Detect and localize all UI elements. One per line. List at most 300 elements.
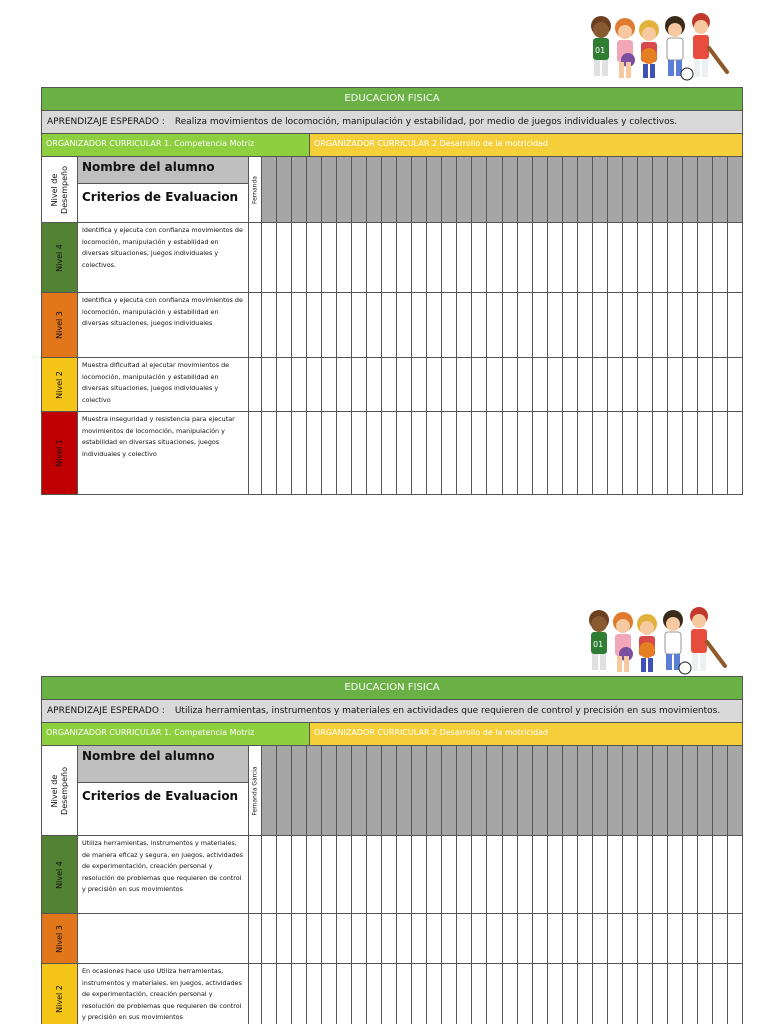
score-cell[interactable] — [262, 964, 277, 1024]
score-cell[interactable] — [668, 964, 683, 1024]
student-slot[interactable] — [563, 157, 578, 222]
score-cell[interactable] — [593, 836, 608, 913]
score-cell[interactable] — [563, 293, 578, 357]
score-cell[interactable] — [653, 412, 668, 494]
student-slot[interactable] — [518, 746, 533, 835]
score-cell[interactable] — [277, 223, 292, 292]
score-cell[interactable] — [292, 223, 307, 292]
score-cell[interactable] — [307, 964, 322, 1024]
student-slot[interactable] — [427, 746, 442, 835]
score-cell[interactable] — [683, 223, 698, 292]
score-cell[interactable] — [367, 223, 382, 292]
score-cell[interactable] — [623, 412, 638, 494]
score-cell[interactable] — [548, 836, 563, 913]
score-cell[interactable] — [249, 293, 262, 357]
score-cell[interactable] — [412, 964, 427, 1024]
score-cell[interactable] — [668, 412, 683, 494]
score-cell[interactable] — [457, 914, 472, 963]
score-cell[interactable] — [292, 293, 307, 357]
score-cell[interactable] — [593, 412, 608, 494]
score-cell[interactable] — [322, 293, 337, 357]
student-name-cell[interactable]: Fernanda — [249, 157, 262, 222]
score-cell[interactable] — [668, 223, 683, 292]
score-cell[interactable] — [593, 914, 608, 963]
score-cell[interactable] — [397, 358, 412, 411]
score-cell[interactable] — [262, 358, 277, 411]
score-cell[interactable] — [518, 914, 533, 963]
student-slot[interactable] — [397, 157, 412, 222]
score-cell[interactable] — [412, 914, 427, 963]
score-cell[interactable] — [623, 914, 638, 963]
score-cell[interactable] — [548, 964, 563, 1024]
score-cell[interactable] — [518, 836, 533, 913]
score-cell[interactable] — [292, 836, 307, 913]
score-cell[interactable] — [322, 412, 337, 494]
score-cell[interactable] — [322, 836, 337, 913]
score-cell[interactable] — [548, 293, 563, 357]
score-cell[interactable] — [533, 358, 548, 411]
score-cell[interactable] — [487, 223, 502, 292]
score-cell[interactable] — [322, 223, 337, 292]
score-cell[interactable] — [533, 964, 548, 1024]
score-cell[interactable] — [578, 293, 593, 357]
score-cell[interactable] — [472, 964, 487, 1024]
student-slot[interactable] — [337, 746, 352, 835]
student-slot[interactable] — [292, 157, 307, 222]
score-cell[interactable] — [367, 293, 382, 357]
score-cell[interactable] — [442, 836, 457, 913]
score-cell[interactable] — [563, 964, 578, 1024]
score-cell[interactable] — [698, 293, 713, 357]
score-cell[interactable] — [412, 836, 427, 913]
score-cell[interactable] — [728, 293, 742, 357]
score-cell[interactable] — [337, 836, 352, 913]
score-cell[interactable] — [472, 412, 487, 494]
student-slot[interactable] — [698, 746, 713, 835]
score-cell[interactable] — [382, 358, 397, 411]
score-cell[interactable] — [503, 358, 518, 411]
student-slot[interactable] — [262, 157, 277, 222]
score-cell[interactable] — [367, 836, 382, 913]
score-cell[interactable] — [578, 223, 593, 292]
student-slot[interactable] — [593, 746, 608, 835]
student-slot[interactable] — [608, 157, 623, 222]
score-cell[interactable] — [249, 964, 262, 1024]
student-slot[interactable] — [412, 157, 427, 222]
student-slot[interactable] — [487, 157, 502, 222]
student-slot[interactable] — [277, 746, 292, 835]
student-slot[interactable] — [683, 746, 698, 835]
score-cell[interactable] — [337, 412, 352, 494]
score-cell[interactable] — [503, 836, 518, 913]
score-cell[interactable] — [427, 964, 442, 1024]
score-cell[interactable] — [593, 358, 608, 411]
score-cell[interactable] — [578, 964, 593, 1024]
score-cell[interactable] — [728, 412, 742, 494]
score-cell[interactable] — [683, 412, 698, 494]
score-cell[interactable] — [487, 412, 502, 494]
score-cell[interactable] — [249, 836, 262, 913]
score-cell[interactable] — [683, 964, 698, 1024]
score-cell[interactable] — [382, 964, 397, 1024]
score-cell[interactable] — [397, 223, 412, 292]
student-slot[interactable] — [292, 746, 307, 835]
student-slot[interactable] — [503, 157, 518, 222]
score-cell[interactable] — [728, 836, 742, 913]
score-cell[interactable] — [653, 964, 668, 1024]
score-cell[interactable] — [533, 836, 548, 913]
score-cell[interactable] — [653, 836, 668, 913]
score-cell[interactable] — [548, 914, 563, 963]
score-cell[interactable] — [638, 412, 653, 494]
score-cell[interactable] — [487, 914, 502, 963]
score-cell[interactable] — [653, 358, 668, 411]
score-cell[interactable] — [337, 358, 352, 411]
score-cell[interactable] — [322, 914, 337, 963]
score-cell[interactable] — [397, 964, 412, 1024]
score-cell[interactable] — [352, 914, 367, 963]
score-cell[interactable] — [367, 964, 382, 1024]
score-cell[interactable] — [623, 223, 638, 292]
score-cell[interactable] — [503, 223, 518, 292]
score-cell[interactable] — [713, 223, 728, 292]
student-slot[interactable] — [593, 157, 608, 222]
score-cell[interactable] — [337, 964, 352, 1024]
score-cell[interactable] — [728, 914, 742, 963]
student-slot[interactable] — [578, 746, 593, 835]
score-cell[interactable] — [668, 914, 683, 963]
score-cell[interactable] — [262, 293, 277, 357]
student-slot[interactable] — [277, 157, 292, 222]
score-cell[interactable] — [638, 358, 653, 411]
student-slot[interactable] — [578, 157, 593, 222]
score-cell[interactable] — [503, 293, 518, 357]
score-cell[interactable] — [608, 412, 623, 494]
score-cell[interactable] — [728, 964, 742, 1024]
student-slot[interactable] — [337, 157, 352, 222]
score-cell[interactable] — [457, 358, 472, 411]
score-cell[interactable] — [307, 293, 322, 357]
student-slot[interactable] — [457, 746, 472, 835]
score-cell[interactable] — [292, 964, 307, 1024]
score-cell[interactable] — [249, 223, 262, 292]
score-cell[interactable] — [277, 293, 292, 357]
score-cell[interactable] — [578, 358, 593, 411]
student-slot[interactable] — [713, 157, 728, 222]
score-cell[interactable] — [367, 412, 382, 494]
score-cell[interactable] — [397, 914, 412, 963]
student-slot[interactable] — [623, 746, 638, 835]
score-cell[interactable] — [352, 223, 367, 292]
score-cell[interactable] — [593, 223, 608, 292]
score-cell[interactable] — [487, 358, 502, 411]
score-cell[interactable] — [533, 293, 548, 357]
score-cell[interactable] — [277, 964, 292, 1024]
score-cell[interactable] — [623, 964, 638, 1024]
score-cell[interactable] — [653, 223, 668, 292]
score-cell[interactable] — [352, 964, 367, 1024]
student-slot[interactable] — [397, 746, 412, 835]
student-slot[interactable] — [367, 746, 382, 835]
aprendizaje-esperado — [42, 111, 742, 134]
score-cell[interactable] — [503, 412, 518, 494]
student-slot[interactable] — [307, 157, 322, 222]
student-slot[interactable] — [713, 746, 728, 835]
student-name-cell[interactable]: Fernanda Gárcia — [249, 746, 262, 835]
score-cell[interactable] — [518, 223, 533, 292]
score-cell[interactable] — [262, 836, 277, 913]
score-cell[interactable] — [457, 293, 472, 357]
score-cell[interactable] — [367, 914, 382, 963]
student-slot[interactable] — [442, 746, 457, 835]
score-cell[interactable] — [472, 914, 487, 963]
score-cell[interactable] — [593, 964, 608, 1024]
score-cell[interactable] — [382, 223, 397, 292]
score-cell[interactable] — [277, 358, 292, 411]
score-cell[interactable] — [262, 412, 277, 494]
score-cell[interactable] — [563, 223, 578, 292]
student-slot[interactable] — [548, 157, 563, 222]
score-cell[interactable] — [683, 836, 698, 913]
score-cell[interactable] — [638, 836, 653, 913]
student-slot[interactable] — [472, 746, 487, 835]
score-cell[interactable] — [503, 914, 518, 963]
score-cell[interactable] — [713, 914, 728, 963]
score-cell[interactable] — [713, 293, 728, 357]
student-slot[interactable] — [518, 157, 533, 222]
score-cell[interactable] — [382, 293, 397, 357]
score-cell[interactable] — [307, 836, 322, 913]
score-cell[interactable] — [623, 358, 638, 411]
score-cell[interactable] — [608, 914, 623, 963]
student-slot[interactable] — [322, 157, 337, 222]
score-cell[interactable] — [623, 836, 638, 913]
score-cell[interactable] — [277, 914, 292, 963]
score-cell[interactable] — [653, 914, 668, 963]
student-slot[interactable] — [653, 157, 668, 222]
score-cell[interactable] — [698, 358, 713, 411]
score-cell[interactable] — [472, 358, 487, 411]
score-cell[interactable] — [382, 836, 397, 913]
score-cell[interactable] — [668, 358, 683, 411]
score-cell[interactable] — [397, 836, 412, 913]
score-cell[interactable] — [533, 223, 548, 292]
score-cell[interactable] — [548, 358, 563, 411]
score-cell[interactable] — [442, 293, 457, 357]
score-cell[interactable] — [533, 914, 548, 963]
score-cell[interactable] — [713, 412, 728, 494]
student-slot[interactable] — [698, 157, 713, 222]
score-cell[interactable] — [713, 358, 728, 411]
student-slot[interactable] — [728, 746, 742, 835]
score-cell[interactable] — [698, 836, 713, 913]
student-slot[interactable] — [533, 157, 548, 222]
score-cell[interactable] — [307, 914, 322, 963]
score-cell[interactable] — [563, 412, 578, 494]
student-slot[interactable] — [638, 746, 653, 835]
student-slot[interactable] — [608, 746, 623, 835]
score-cell[interactable] — [382, 914, 397, 963]
score-cell[interactable] — [352, 358, 367, 411]
score-cell[interactable] — [487, 964, 502, 1024]
student-slot[interactable] — [638, 157, 653, 222]
score-cell[interactable] — [352, 293, 367, 357]
score-cell[interactable] — [683, 358, 698, 411]
student-slot[interactable] — [623, 157, 638, 222]
score-cell[interactable] — [442, 358, 457, 411]
score-cell[interactable] — [457, 964, 472, 1024]
score-cell[interactable] — [382, 412, 397, 494]
score-cell[interactable] — [427, 293, 442, 357]
score-cell[interactable] — [563, 914, 578, 963]
student-slot[interactable] — [683, 157, 698, 222]
score-cell[interactable] — [427, 836, 442, 913]
score-cell[interactable] — [608, 293, 623, 357]
student-slot[interactable] — [382, 746, 397, 835]
score-cell[interactable] — [518, 412, 533, 494]
score-cell[interactable] — [277, 412, 292, 494]
student-slot[interactable] — [563, 746, 578, 835]
score-cell[interactable] — [487, 836, 502, 913]
score-cell[interactable] — [307, 358, 322, 411]
student-slot[interactable] — [412, 746, 427, 835]
student-slot[interactable] — [262, 746, 277, 835]
score-cell[interactable] — [578, 836, 593, 913]
student-slot[interactable] — [668, 157, 683, 222]
score-cell[interactable] — [442, 223, 457, 292]
score-cell[interactable] — [698, 223, 713, 292]
score-cell[interactable] — [352, 836, 367, 913]
student-slot[interactable] — [352, 746, 367, 835]
score-cell[interactable] — [472, 223, 487, 292]
score-cell[interactable] — [337, 293, 352, 357]
score-cell[interactable] — [412, 293, 427, 357]
score-cell[interactable] — [623, 293, 638, 357]
score-cell[interactable] — [698, 914, 713, 963]
score-cell[interactable] — [262, 914, 277, 963]
score-cell[interactable] — [352, 412, 367, 494]
score-cell[interactable] — [548, 223, 563, 292]
score-cell[interactable] — [487, 293, 502, 357]
score-cell[interactable] — [442, 412, 457, 494]
score-cell[interactable] — [262, 223, 277, 292]
score-cell[interactable] — [337, 914, 352, 963]
score-cell[interactable] — [249, 358, 262, 411]
score-cell[interactable] — [563, 358, 578, 411]
score-cell[interactable] — [578, 412, 593, 494]
score-cell[interactable] — [608, 836, 623, 913]
score-cell[interactable] — [322, 358, 337, 411]
score-cell[interactable] — [713, 964, 728, 1024]
score-cell[interactable] — [412, 412, 427, 494]
score-cell[interactable] — [653, 293, 668, 357]
student-slot[interactable] — [533, 746, 548, 835]
student-slot[interactable] — [668, 746, 683, 835]
score-cell[interactable] — [728, 358, 742, 411]
student-slot[interactable] — [548, 746, 563, 835]
score-cell[interactable] — [427, 223, 442, 292]
score-cell[interactable] — [307, 412, 322, 494]
score-cell[interactable] — [307, 223, 322, 292]
score-cell[interactable] — [578, 914, 593, 963]
student-slot[interactable] — [472, 157, 487, 222]
student-slot[interactable] — [442, 157, 457, 222]
score-cell[interactable] — [367, 358, 382, 411]
score-cell[interactable] — [322, 964, 337, 1024]
score-cell[interactable] — [397, 293, 412, 357]
score-cell[interactable] — [668, 293, 683, 357]
score-cell[interactable] — [442, 914, 457, 963]
score-cell[interactable] — [412, 358, 427, 411]
score-cell[interactable] — [457, 412, 472, 494]
score-cell[interactable] — [593, 293, 608, 357]
score-cell[interactable] — [638, 964, 653, 1024]
score-cell[interactable] — [698, 412, 713, 494]
score-cell[interactable] — [518, 358, 533, 411]
score-cell[interactable] — [518, 964, 533, 1024]
score-cell[interactable] — [427, 412, 442, 494]
score-cell[interactable] — [548, 412, 563, 494]
score-cell[interactable] — [608, 223, 623, 292]
score-cell[interactable] — [713, 836, 728, 913]
score-cell[interactable] — [457, 223, 472, 292]
score-cell[interactable] — [427, 358, 442, 411]
score-cell[interactable] — [683, 914, 698, 963]
student-slot[interactable] — [367, 157, 382, 222]
score-cell[interactable] — [608, 964, 623, 1024]
student-slot[interactable] — [728, 157, 742, 222]
organizadores — [42, 723, 742, 746]
score-cell[interactable] — [728, 223, 742, 292]
score-cell[interactable] — [563, 836, 578, 913]
score-cell[interactable] — [292, 358, 307, 411]
score-cell[interactable] — [638, 914, 653, 963]
score-cell[interactable] — [683, 293, 698, 357]
student-slot[interactable] — [487, 746, 502, 835]
score-cell[interactable] — [249, 412, 262, 494]
score-cell[interactable] — [638, 223, 653, 292]
student-slot[interactable] — [653, 746, 668, 835]
student-slot[interactable] — [352, 157, 367, 222]
score-cell[interactable] — [249, 914, 262, 963]
score-cell[interactable] — [277, 836, 292, 913]
score-cell[interactable] — [668, 836, 683, 913]
score-cell[interactable] — [472, 293, 487, 357]
student-slot[interactable] — [307, 746, 322, 835]
score-cell[interactable] — [442, 964, 457, 1024]
score-cell[interactable] — [397, 412, 412, 494]
score-cell[interactable] — [292, 412, 307, 494]
score-cell[interactable] — [292, 914, 307, 963]
student-slot[interactable] — [322, 746, 337, 835]
student-slot[interactable] — [427, 157, 442, 222]
score-cell[interactable] — [608, 358, 623, 411]
score-cell[interactable] — [337, 223, 352, 292]
aprendizaje-text: Utiliza herramientas, instrumentos y materiales en actividades que requieren de control y precisión en sus movimientos. — [174, 706, 721, 716]
score-cell[interactable] — [457, 836, 472, 913]
student-slot[interactable] — [503, 746, 518, 835]
student-slot[interactable] — [382, 157, 397, 222]
score-cell[interactable] — [503, 964, 518, 1024]
score-cell[interactable] — [427, 914, 442, 963]
score-cell[interactable] — [472, 836, 487, 913]
score-cell[interactable] — [518, 293, 533, 357]
score-cell[interactable] — [533, 412, 548, 494]
student-slot[interactable] — [457, 157, 472, 222]
score-cell[interactable] — [638, 293, 653, 357]
score-cell[interactable] — [698, 964, 713, 1024]
score-cell[interactable] — [412, 223, 427, 292]
